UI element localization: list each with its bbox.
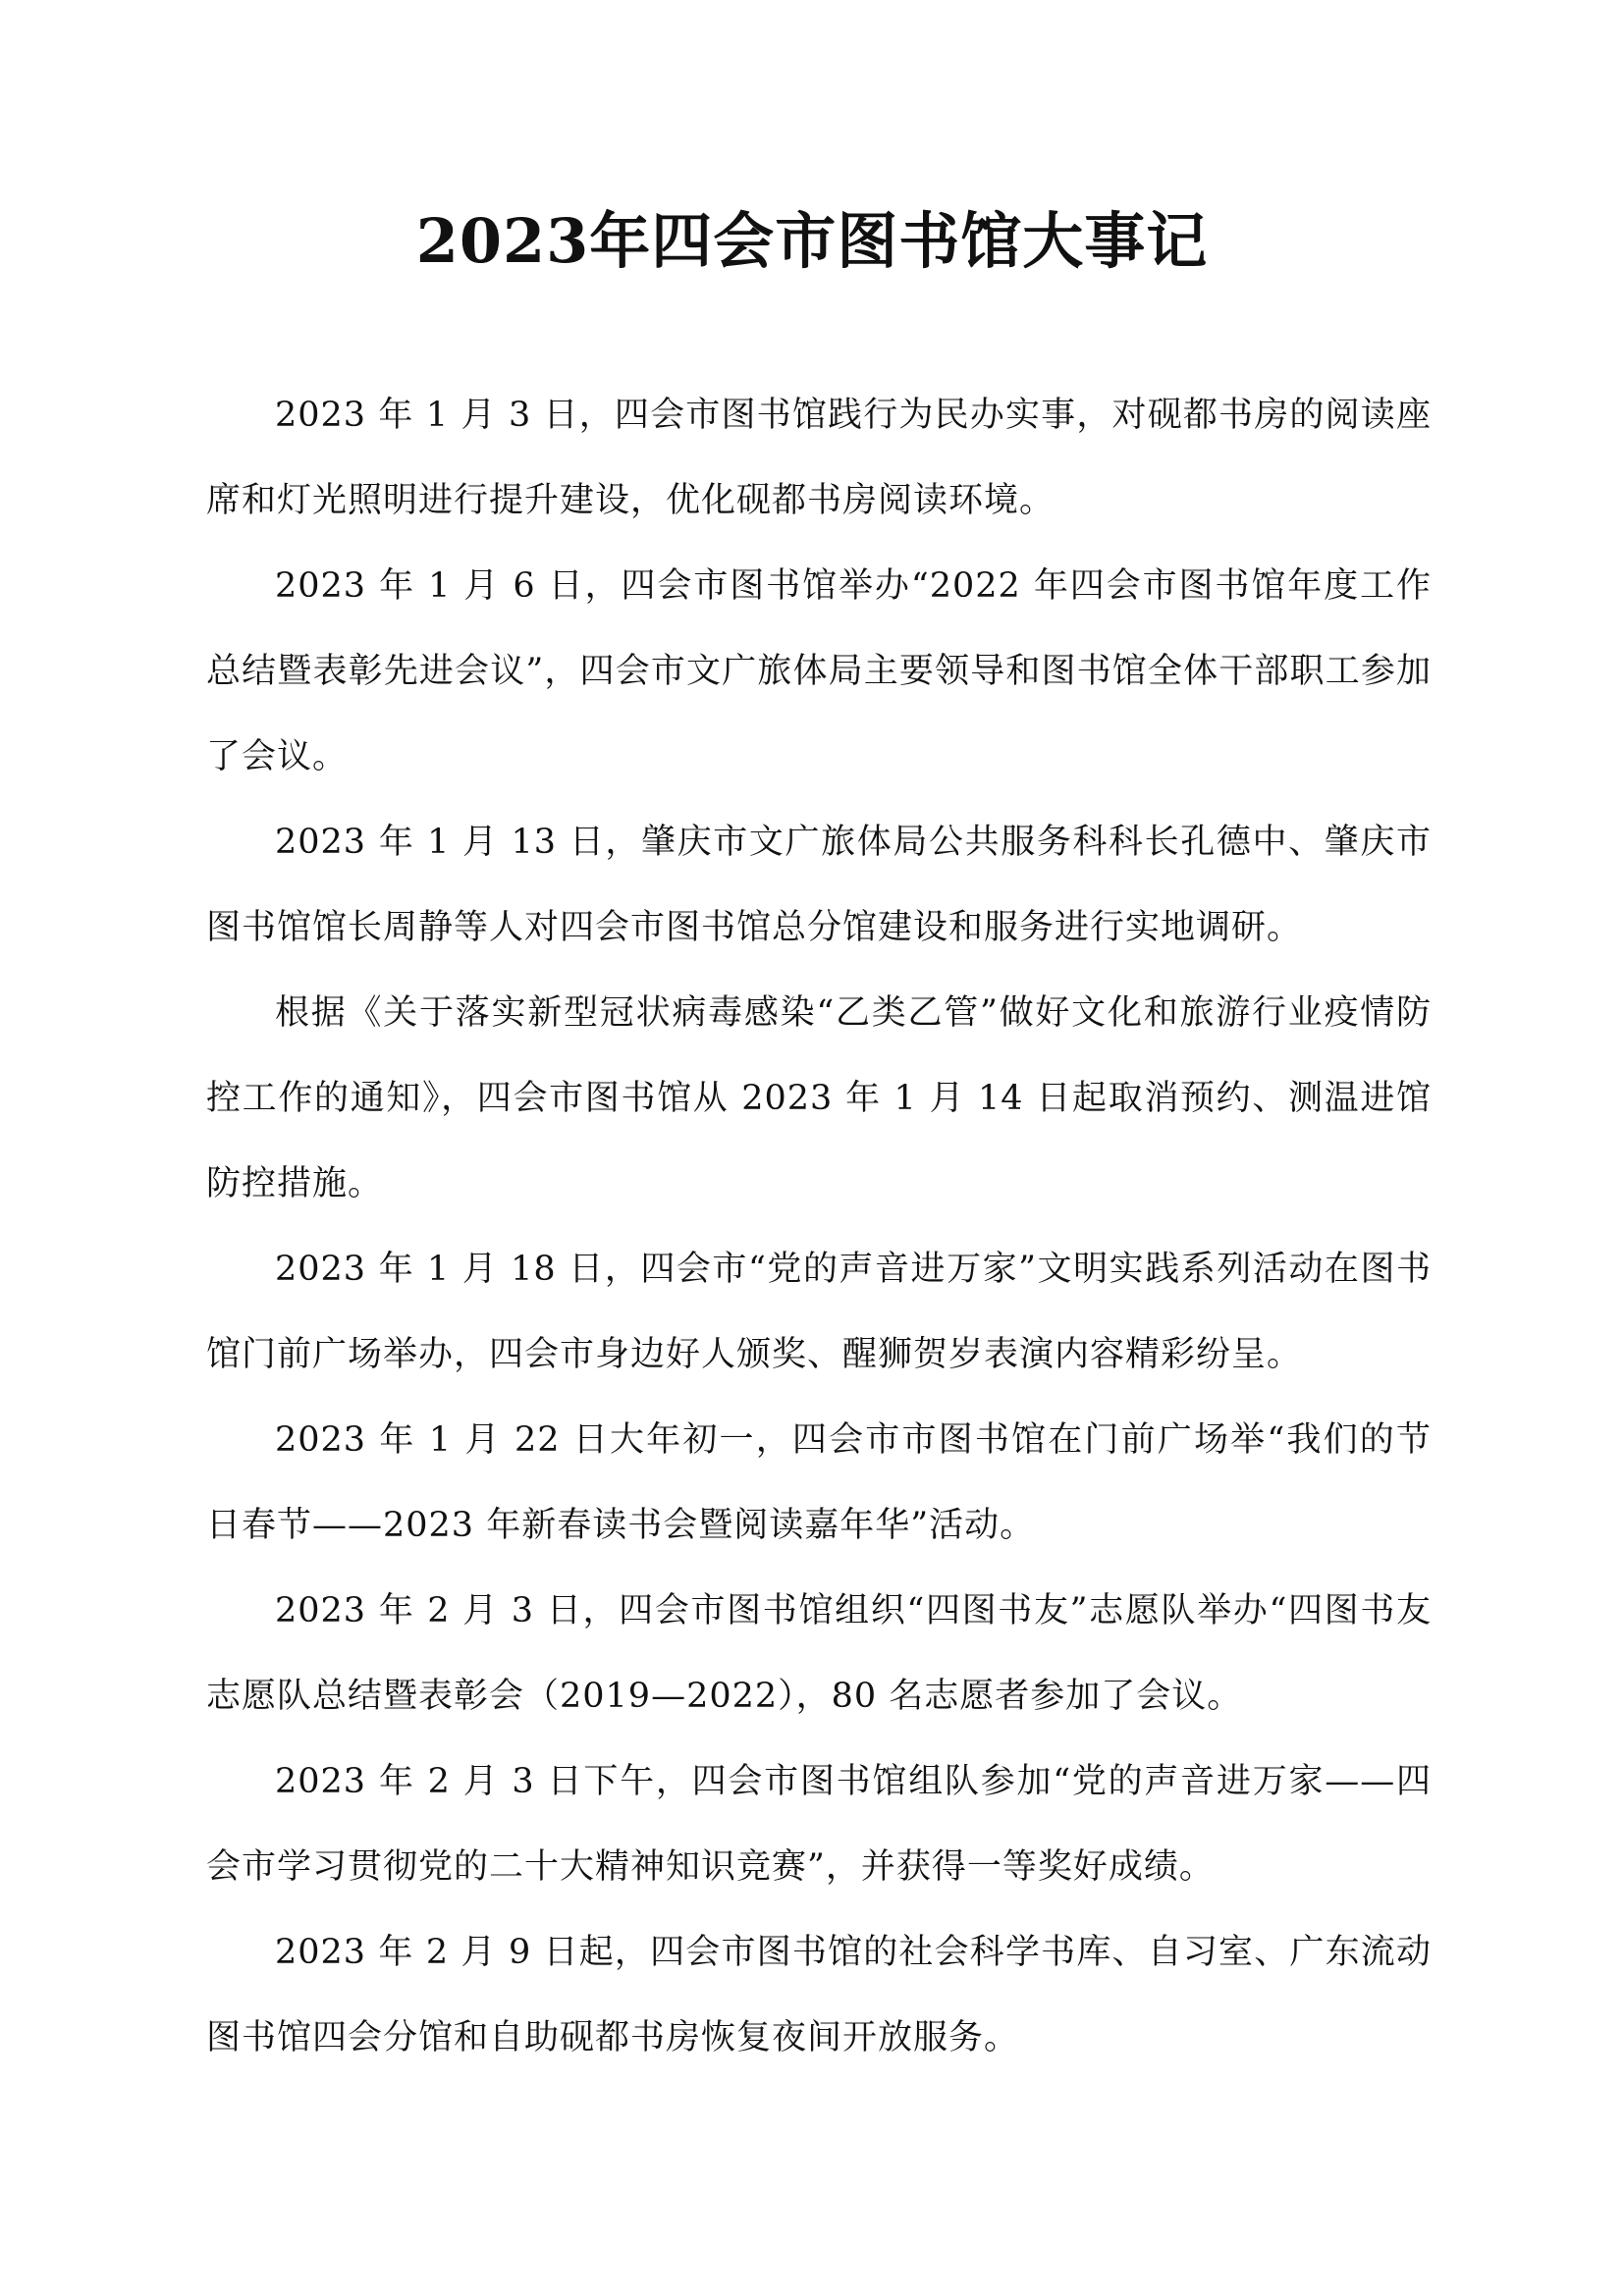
event-paragraph-3: 2023 年 1 月 13 日，肇庆市文广旅体局公共服务科科长孔德中、肇庆市图书馆馆长周静等人对四会市图书馆总分馆建设和服务进行实地调研。 <box>206 823 1432 947</box>
document-body <box>206 373 1432 2081</box>
event-paragraph-8: 2023 年 2 月 3 日下午，四会市图书馆组队参加“党的声音进万家——四会市学习贯彻党的二十大精神知识竞赛”，并获得一等奖好成绩。 <box>206 1762 1432 1887</box>
event-paragraph-1: 2023 年 1 月 3 日，四会市图书馆践行为民办实事，对砚都书房的阅读座席和灯光照明进行提升建设，优化砚都书房阅读环境。 <box>206 396 1432 520</box>
event-paragraph-5: 2023 年 1 月 18 日，四会市“党的声音进万家”文明实践系列活动在图书馆门前广场举办，四会市身边好人颁奖、醒狮贺岁表演内容精彩纷呈。 <box>206 1250 1432 1374</box>
event-paragraph-2: 2023 年 1 月 6 日，四会市图书馆举办“2022 年四会市图书馆年度工作总结暨表彰先进会议”，四会市文广旅体局主要领导和图书馆全体干部职工参加了会议。 <box>206 566 1432 776</box>
event-paragraph-9: 2023 年 2 月 9 日起，四会市图书馆的社会科学书库、自习室、广东流动图书馆四会分馆和自助砚都书房恢复夜间开放服务。 <box>206 1933 1432 2057</box>
event-paragraph-4: 根据《关于落实新型冠状病毒感染“乙类乙管”做好文化和旅游行业疫情防控工作的通知》，四会市图书馆从 2023 年 1 月 14 日起取消预约、测温进馆防控措施。 <box>206 993 1432 1203</box>
event-paragraph-7: 2023 年 2 月 3 日，四会市图书馆组织“四图书友”志愿队举办“四图书友志愿队总结暨表彰会（2019—2022），80 名志愿者参加了会议。 <box>206 1591 1432 1716</box>
document-title: 2023年四会市图书馆大事记 <box>415 205 1209 277</box>
event-paragraph-6: 2023 年 1 月 22 日大年初一，四会市市图书馆在门前广场举“我们的节日春节——2023 年新春读书会暨阅读嘉年华”活动。 <box>206 1420 1432 1545</box>
